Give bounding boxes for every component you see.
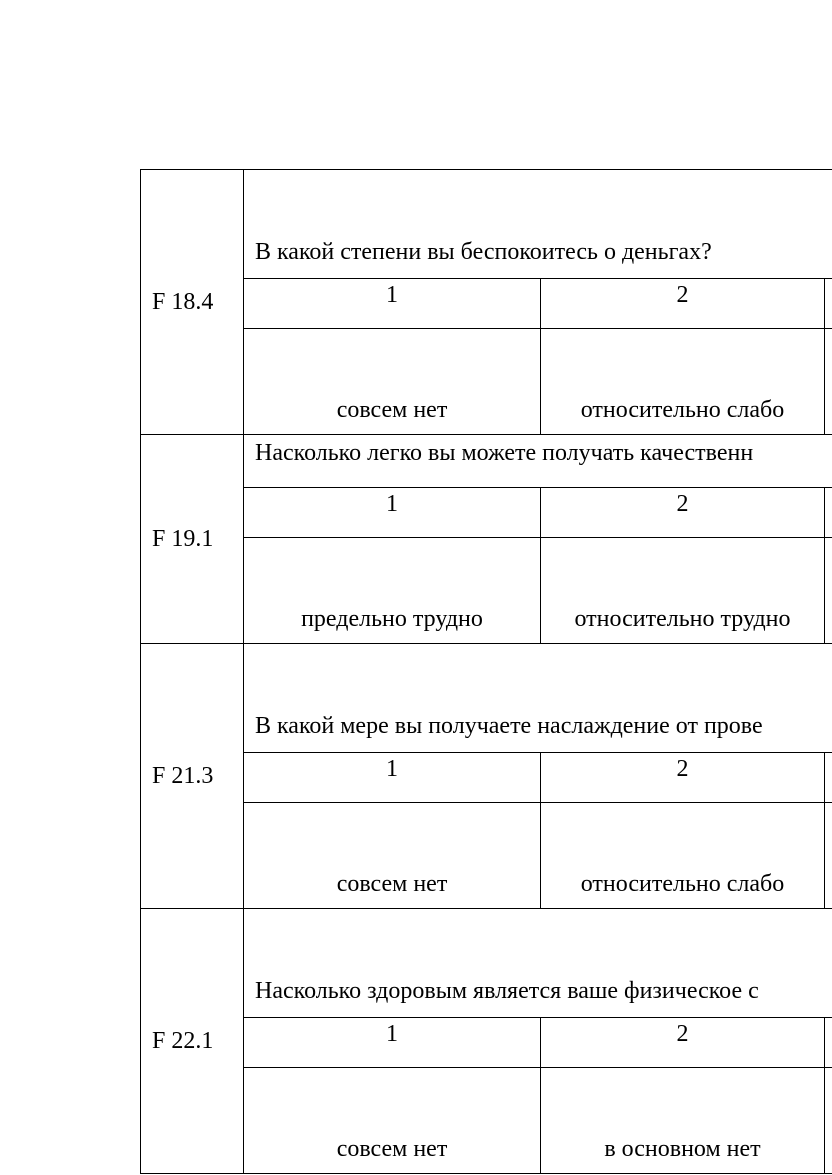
option-label-row [141, 329, 832, 435]
option-number-row [141, 279, 832, 329]
option-label-cut [825, 329, 832, 435]
option-number-row [141, 488, 832, 538]
option-label-cut [825, 538, 832, 644]
option-number-cut [825, 1018, 832, 1068]
option-number-row [141, 753, 832, 803]
option-label: предельно трудно [244, 538, 541, 644]
questionnaire-table [140, 169, 832, 1174]
option-number: 2 [541, 753, 825, 803]
question-code: F 19.1 [141, 435, 244, 644]
option-number-cut [825, 753, 832, 803]
option-label: относительно трудно [541, 538, 825, 644]
option-number: 1 [244, 1018, 541, 1068]
question-row-f19-1 [141, 435, 832, 488]
option-label: в основном нет [541, 1068, 825, 1174]
option-label-cut [825, 803, 832, 909]
option-label: совсем нет [244, 803, 541, 909]
question-text: Насколько здоровым является ваше физическое с [244, 909, 832, 1018]
option-label-row [141, 803, 832, 909]
option-number-row [141, 1018, 832, 1068]
option-label-row [141, 1068, 832, 1174]
option-label: совсем нет [244, 329, 541, 435]
option-number-cut [825, 279, 832, 329]
question-code: F 22.1 [141, 909, 244, 1174]
question-row-f21-3 [141, 644, 832, 753]
question-code: F 18.4 [141, 170, 244, 435]
option-number: 1 [244, 753, 541, 803]
option-number: 1 [244, 279, 541, 329]
question-text: Насколько легко вы можете получать качественн [244, 435, 832, 488]
option-number: 1 [244, 488, 541, 538]
option-number: 2 [541, 488, 825, 538]
option-number-cut [825, 488, 832, 538]
option-label-cut [825, 1068, 832, 1174]
question-code: F 21.3 [141, 644, 244, 909]
option-label: относительно слабо [541, 803, 825, 909]
option-label: относительно слабо [541, 329, 825, 435]
option-number: 2 [541, 279, 825, 329]
option-label-row [141, 538, 832, 644]
question-text: В какой степени вы беспокоитесь о деньгах? [244, 170, 832, 279]
question-row-f18-4 [141, 170, 832, 279]
option-number: 2 [541, 1018, 825, 1068]
option-label: совсем нет [244, 1068, 541, 1174]
question-text: В какой мере вы получаете наслаждение от прове [244, 644, 832, 753]
question-row-f22-1 [141, 909, 832, 1018]
